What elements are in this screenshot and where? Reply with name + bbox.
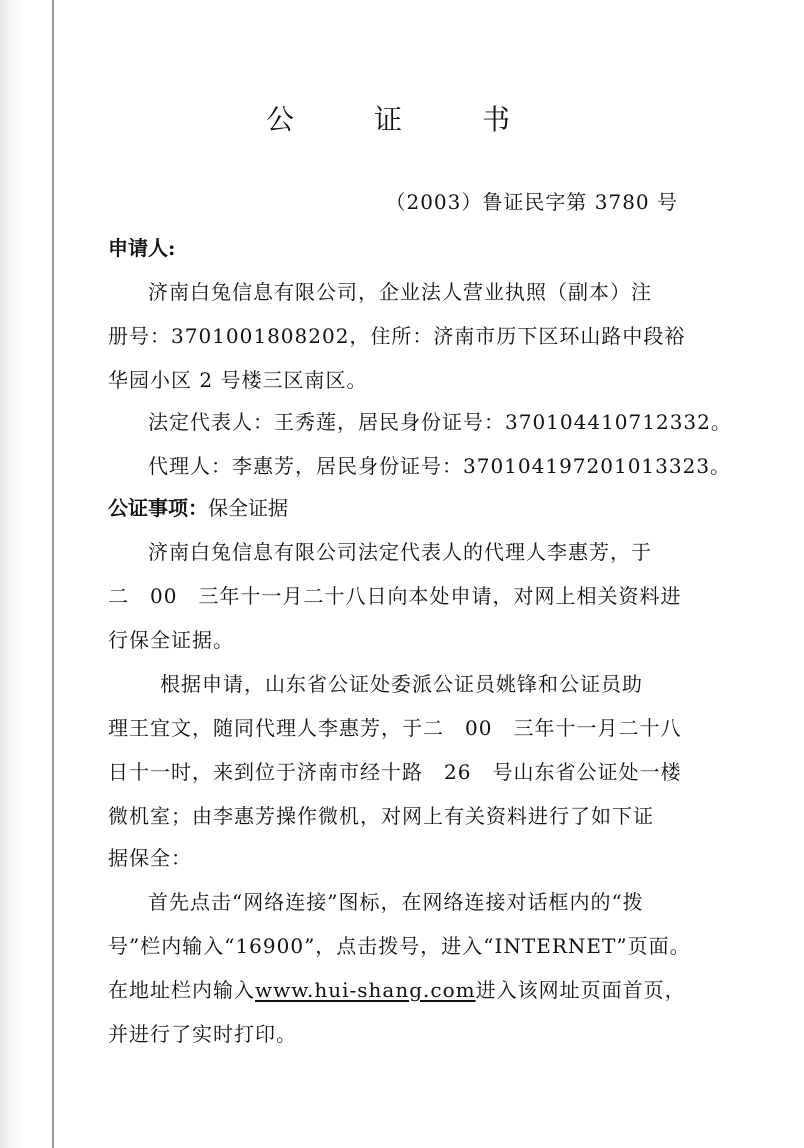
para1-line-3: 行保全证据。 — [108, 628, 234, 652]
company-line-3: 华园小区 2 号楼三区南区。 — [108, 368, 368, 392]
para1-line-1: 济南白兔信息有限公司法定代表人的代理人李惠芳，于 — [148, 540, 652, 564]
para2-line-4: 微机室；由李惠芳操作微机，对网上有关资料进行了如下证 — [108, 804, 654, 828]
para3-line-3-pre: 在地址栏内输入 — [108, 978, 255, 1002]
company-line-1: 济南白兔信息有限公司，企业法人营业执照（副本）注 — [148, 280, 652, 304]
para2-line-2: 理王宜文，随同代理人李惠芳，于二 00 三年十一月二十八 — [108, 716, 682, 740]
document-number: （2003）鲁证民字第 3780 号 — [385, 190, 678, 214]
applicant-heading: 申请人: — [108, 236, 176, 260]
matter-value: 保全证据 — [208, 496, 288, 520]
matter-heading — [108, 492, 288, 524]
para2-line-1: 根据申请，山东省公证处委派公证员姚锋和公证员助 — [160, 672, 643, 696]
para3-line-3 — [108, 974, 686, 1006]
para3-line-4: 并进行了实时打印。 — [108, 1022, 297, 1046]
matter-heading-label: 公证事项： — [108, 496, 208, 520]
para3-line-1: 首先点击“网络连接”图标，在网络连接对话框内的“拨 — [148, 890, 644, 914]
scan-binding-line — [52, 0, 54, 1148]
para3-line-3-post: 进入该网址页面首页， — [475, 978, 686, 1002]
legal-representative: 法定代表人：王秀莲，居民身份证号：370104410712332。 — [148, 410, 732, 434]
document-title: 公 证 书 — [265, 103, 536, 136]
para3-line-2: 号”栏内输入“16900”，点击拨号，进入“INTERNET”页面。 — [108, 934, 691, 958]
para1-line-2: 二 00 三年十一月二十八日向本处申请，对网上相关资料进 — [108, 584, 682, 608]
para2-line-3: 日十一时，来到位于济南市经十路 26 号山东省公证处一楼 — [108, 760, 682, 784]
company-line-2: 册号：3701001808202，住所：济南市历下区环山路中段裕 — [108, 324, 686, 348]
para2-line-5: 据保全： — [108, 846, 192, 870]
scan-shadow — [0, 0, 24, 1148]
website-url: www.hui-shang.com — [255, 978, 476, 1002]
agent-line: 代理人：李惠芳，居民身份证号：370104197201013323。 — [148, 454, 732, 478]
